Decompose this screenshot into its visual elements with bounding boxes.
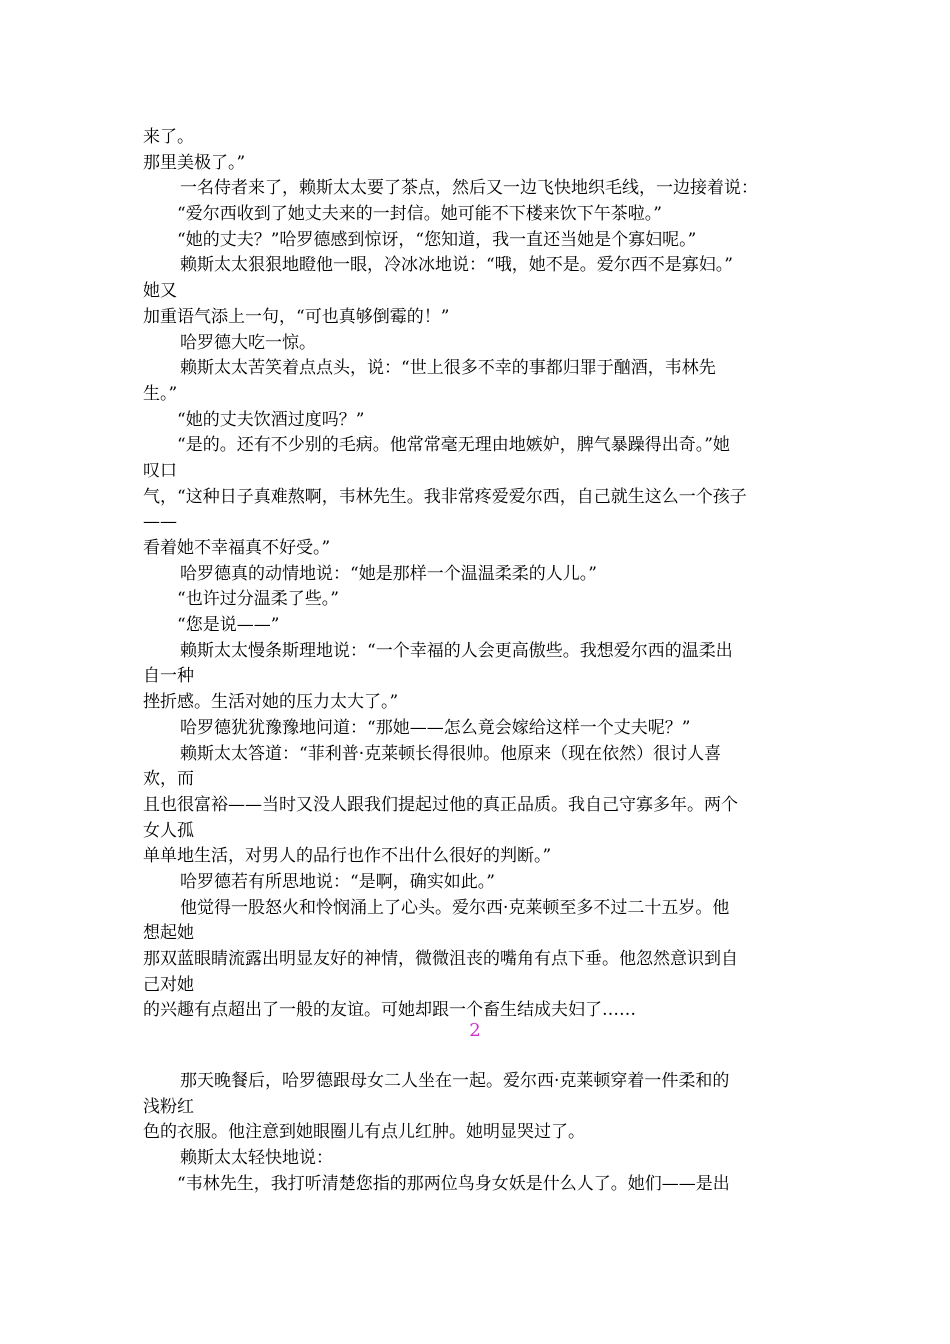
text-line: 欢，而 <box>143 769 194 790</box>
text-line: 赖斯太太苦笑着点点头，说：“世上很多不幸的事都归罪于酗酒，韦林先 <box>180 358 716 379</box>
text-line: 哈罗德若有所思地说：“是啊，确实如此。” <box>180 871 495 892</box>
text-line: “她的丈夫？”哈罗德感到惊讶，“您知道，我一直还当她是个寡妇呢。” <box>177 229 697 250</box>
chapter-number: 2 <box>469 1020 481 1041</box>
section-1-text <box>143 125 823 1024</box>
text-line: 自一种 <box>143 666 194 687</box>
text-line: 来了。 <box>143 127 194 147</box>
text-line: 赖斯太太狠狠地瞪他一眼，冷冰冰地说：“哦，她不是。爱尔西不是寡妇。” <box>180 255 733 276</box>
text-line: 哈罗德犹犹豫豫地问道：“那她——怎么竟会嫁给这样一个丈夫呢？” <box>180 717 691 738</box>
text-line: 赖斯太太答道：“菲利普·克莱顿长得很帅。他原来（现在依然）很讨人喜 <box>180 743 722 764</box>
text-line: 看着她不幸福真不好受。” <box>143 538 331 558</box>
text-line: 那天晚餐后，哈罗德跟母女二人坐在一起。爱尔西·克莱顿穿着一件柔和的 <box>180 1071 730 1091</box>
text-line: 色的衣服。他注意到她眼圈儿有点儿红肿。她明显哭过了。 <box>143 1122 585 1143</box>
text-line: 她又 <box>143 281 177 302</box>
text-line: —— <box>143 512 177 533</box>
text-line: 那里美极了。” <box>143 152 246 173</box>
text-line: “爱尔西收到了她丈夫来的一封信。她可能不下楼来饮下午茶啦。” <box>177 204 662 225</box>
text-line: 加重语气添上一句，“可也真够倒霉的！” <box>143 306 450 327</box>
text-line: “韦林先生，我打听清楚您指的那两位鸟身女妖是什么人了。她们——是出 <box>177 1173 730 1194</box>
text-line: 生。” <box>143 383 178 404</box>
text-line: 赖斯太太慢条斯理地说：“一个幸福的人会更高傲些。我想爱尔西的温柔出 <box>180 640 733 661</box>
text-line: “她的丈夫饮酒过度吗？” <box>177 409 365 430</box>
text-line: 且也很富裕——当时又没人跟我们提起过他的真正品质。我自己守寡多年。两个 <box>143 794 738 815</box>
text-line: 己对她 <box>143 974 194 995</box>
text-line: “您是说——” <box>177 615 280 636</box>
text-line: 气，“这种日子真难熬啊，韦林先生。我非常疼爱爱尔西，自己就生这么一个孩子 <box>143 486 747 507</box>
text-line: “也许过分温柔了些。” <box>177 589 339 610</box>
text-line: 叹口 <box>143 460 177 481</box>
text-line: 挫折感。生活对她的压力太大了。” <box>143 692 399 713</box>
text-line: 浅粉红 <box>143 1096 194 1117</box>
section-2-text <box>143 1069 823 1197</box>
text-line: 想起她 <box>143 923 194 944</box>
text-line: 单单地生活，对男人的品行也作不出什么很好的判断。” <box>143 846 552 867</box>
text-line: 那双蓝眼睛流露出明显友好的神情，微微沮丧的嘴角有点下垂。他忽然意识到自 <box>143 949 738 969</box>
text-line: 赖斯太太轻快地说： <box>180 1148 333 1169</box>
text-line: 一名侍者来了，赖斯太太要了茶点，然后又一边飞快地织毛线，一边接着说： <box>180 178 758 199</box>
text-line: “是的。还有不少别的毛病。他常常毫无理由地嫉妒，脾气暴躁得出奇。”她 <box>177 435 730 456</box>
text-line: 哈罗德大吃一惊。 <box>180 332 316 353</box>
text-line: 的兴趣有点超出了一般的友谊。可她却跟一个畜生结成夫妇了…… <box>143 1000 636 1021</box>
text-line: 他觉得一股怒火和怜悯涌上了心头。爱尔西·克莱顿至多不过二十五岁。他 <box>180 897 730 918</box>
text-line: 女人孤 <box>143 820 194 841</box>
text-line: 哈罗德真的动情地说：“她是那样一个温温柔柔的人儿。” <box>180 563 597 584</box>
